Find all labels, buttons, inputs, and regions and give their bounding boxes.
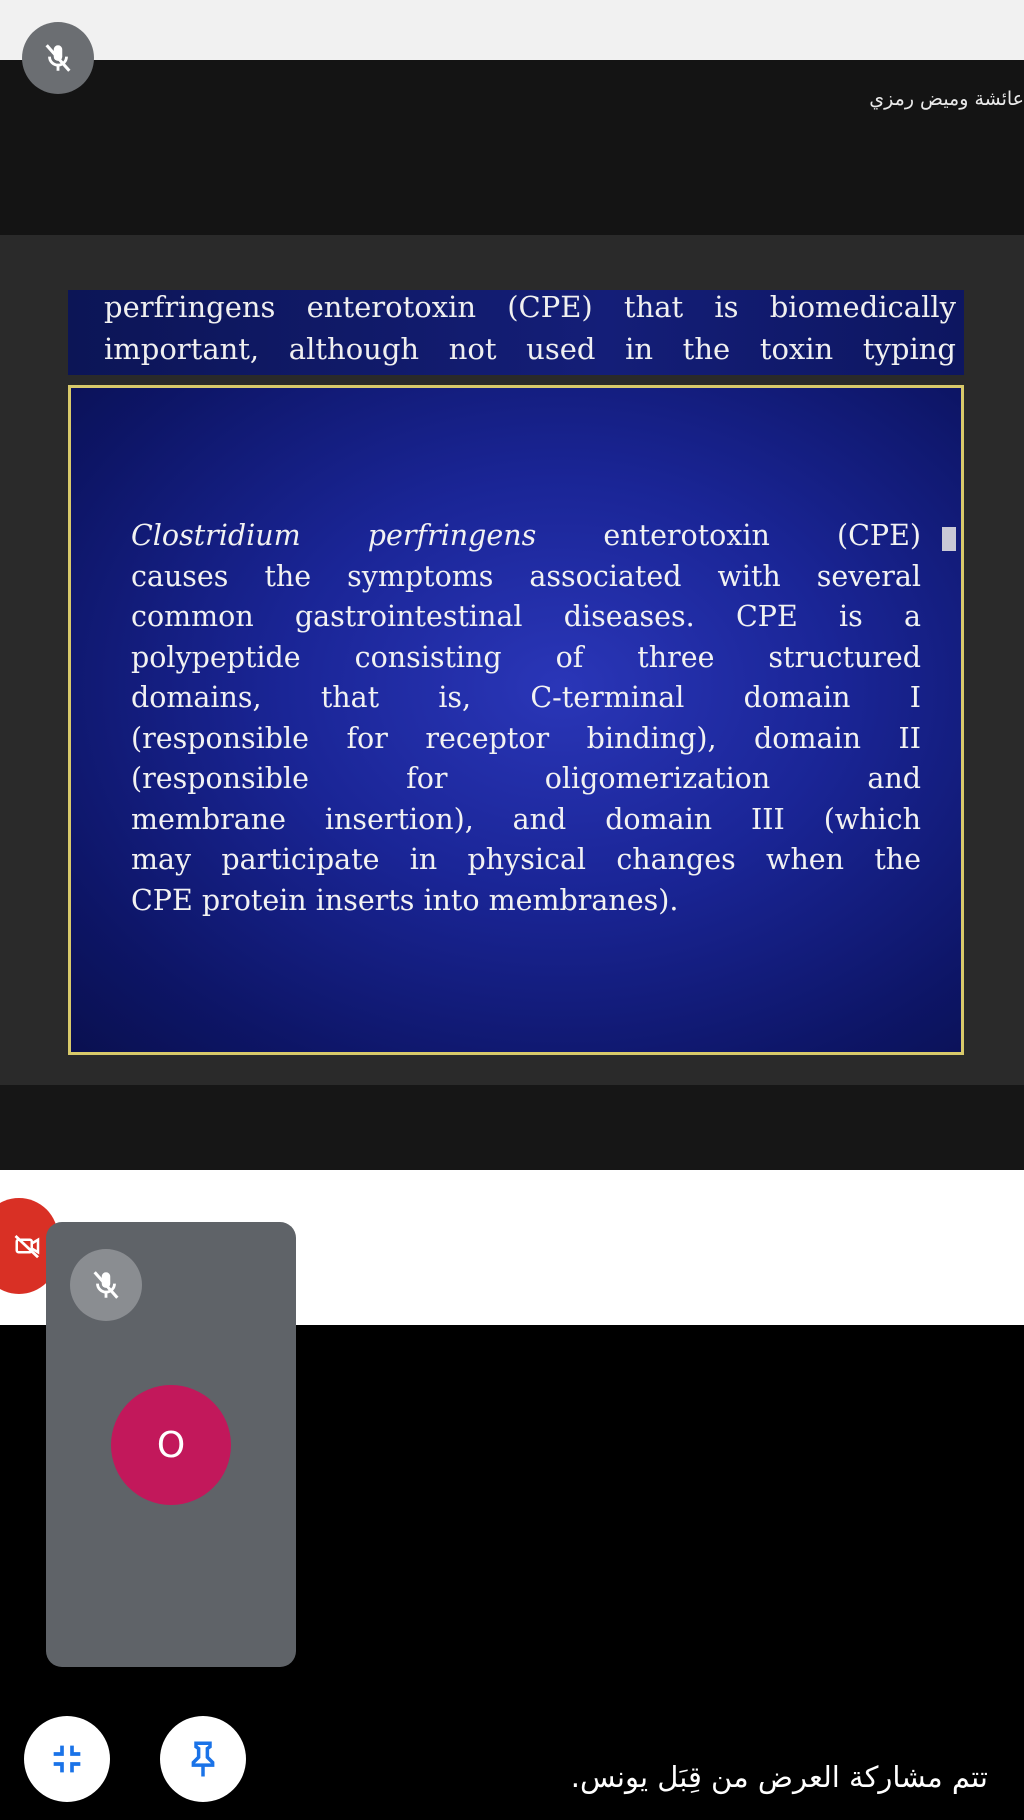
slide-cursor-mark bbox=[942, 527, 956, 551]
pin-button[interactable] bbox=[160, 1716, 246, 1802]
slide-line: CPE protein inserts into membranes). bbox=[131, 883, 679, 917]
stage-bottom-bar bbox=[0, 1085, 1024, 1170]
presenter-mic-off-button[interactable] bbox=[22, 22, 94, 94]
mic-off-icon bbox=[41, 41, 75, 75]
slide-top-line-1: perfringens enterotoxin (CPE) that is biomedically bbox=[104, 290, 956, 324]
status-strip bbox=[0, 0, 1024, 60]
slide-line: causes the symptoms associated with several bbox=[131, 559, 921, 593]
slide-word-species: perfringens bbox=[367, 519, 537, 552]
slide-word-toxin: enterotoxin (CPE) bbox=[603, 519, 922, 552]
minimize-icon bbox=[47, 1739, 87, 1779]
slide-line: polypeptide consisting of three structured bbox=[131, 640, 921, 674]
slide-line: (responsible for oligomerization and bbox=[131, 762, 921, 795]
presenter-header bbox=[0, 60, 1024, 235]
mic-off-icon bbox=[89, 1268, 123, 1302]
slide-line: domains, that is, C-terminal domain I bbox=[131, 681, 921, 714]
slide-line: membrane insertion), and domain III (which bbox=[131, 802, 921, 836]
pin-icon bbox=[182, 1738, 224, 1780]
self-mic-off-indicator bbox=[70, 1249, 142, 1321]
slide-line: (responsible for receptor binding), domain II bbox=[131, 721, 921, 755]
slide-word-genus: Clostridium bbox=[131, 519, 301, 552]
camera-off-icon bbox=[13, 1231, 43, 1261]
presenting-status-text: تتم مشاركة العرض من قِبَل يونس. bbox=[570, 1760, 988, 1794]
slide-previous-block bbox=[68, 290, 964, 375]
slide-main-panel bbox=[68, 385, 964, 1055]
avatar: O bbox=[111, 1385, 231, 1505]
slide-top-line-2: important, although not used in the toxin typing bbox=[104, 332, 956, 366]
slide-paragraph bbox=[131, 516, 921, 921]
slide-line-1 bbox=[131, 516, 921, 557]
presenter-name: عائشة وميض رمزي bbox=[869, 88, 1024, 110]
minimize-button[interactable] bbox=[24, 1716, 110, 1802]
slide-line: common gastrointestinal diseases. CPE is a bbox=[131, 600, 921, 633]
slide-line: may participate in physical changes when the bbox=[131, 843, 921, 876]
